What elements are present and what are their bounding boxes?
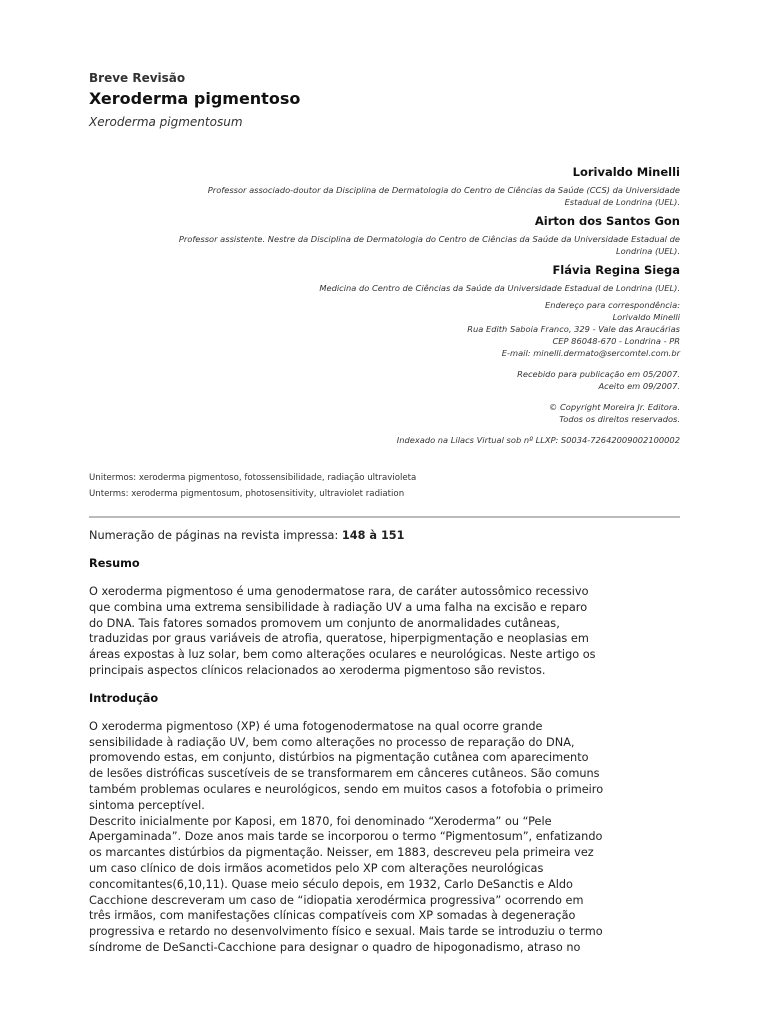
introduction-heading: Introdução <box>89 691 159 705</box>
history-line: síndrome de DeSancti-Cacchione para designar o quadro de hipogonadismo, atraso no <box>89 940 581 954</box>
intro-line: também problemas oculares e neurológicos, sendo em muitos casos a fotofobia o primeiro <box>89 782 604 796</box>
history-line: os marcantes distúrbios da pigmentação. Neisser, em 1883, descreveu pela primeira vez <box>89 846 594 860</box>
received-date: Recebido para publicação em 05/2007. <box>517 369 680 379</box>
author-name: Airton dos Santos Gon <box>534 214 680 228</box>
abstract-line: principais aspectos clínicos relacionados ao xeroderma pigmentoso são revistos. <box>89 663 546 677</box>
article-title: Xeroderma pigmentoso <box>89 89 301 108</box>
dates-block <box>89 368 680 392</box>
abstract-line: áreas expostas à luz solar, bem como alterações oculares e neurológicas. Neste artigo os <box>89 648 596 662</box>
copyright-line: © Copyright Moreira Jr. Editora. <box>549 402 680 412</box>
author-affiliation <box>89 184 680 208</box>
print-pages-line <box>89 528 680 544</box>
affiliation-line: Professor assistente. Nestre da Disciplina de Dermatologia do Centro de Ciências da Saúde da Universidade Estadual de <box>178 234 680 244</box>
abstract-heading: Resumo <box>89 557 140 570</box>
intro-line: promovendo estas, em conjunto, distúrbios na pigmentação cutânea com aparecimento <box>89 751 589 765</box>
copyright-line: Todos os direitos reservados. <box>559 414 680 424</box>
affiliation-line: Londrina (UEL). <box>616 246 680 256</box>
affiliation-line: Estadual de Londrina (UEL). <box>564 197 680 207</box>
correspondence-line: Rua Edith Saboia Franco, 329 - Vale das Araucárias <box>467 324 680 334</box>
introduction-paragraph <box>89 719 680 814</box>
section-label: Breve Revisão <box>89 71 186 85</box>
history-paragraph <box>89 814 680 956</box>
history-line: Apergaminada”. Doze anos mais tarde se incorporou o termo “Pigmentosum”, enfatizando <box>89 830 603 844</box>
history-line: progressiva e retardo no desenvolvimento físico e sexual. Mais tarde se introduziu o termo <box>89 925 603 939</box>
correspondence-email: E-mail: minelli.dermato@sercomtel.com.br <box>501 348 680 358</box>
abstract-line: O xeroderma pigmentoso é uma genodermatose rara, de caráter autossômico recessivo <box>89 585 589 598</box>
print-pages-value: 148 à 151 <box>341 529 405 542</box>
correspondence-line: Endereço para correspondência: <box>544 300 680 310</box>
accepted-date: Aceito em 09/2007. <box>598 381 680 391</box>
divider <box>89 516 680 518</box>
history-line: três irmãos, com manifestações clínicas compatíveis com XP somadas à degeneração <box>89 909 576 923</box>
correspondence-line: CEP 86048-670 - Londrina - PR <box>552 336 680 346</box>
author-name: Flávia Regina Siega <box>552 263 680 277</box>
intro-line: O xeroderma pigmentoso (XP) é uma fotogenodermatose na qual ocorre grande <box>89 719 543 733</box>
author-name: Lorivaldo Minelli <box>572 165 680 179</box>
article-page <box>89 70 680 956</box>
print-pages-label: Numeração de páginas na revista impressa: <box>89 529 339 542</box>
article-subtitle-english: Xeroderma pigmentosum <box>89 115 243 129</box>
history-line: Descrito inicialmente por Kaposi, em 1870, foi denominado “Xeroderma” ou “Pele <box>89 814 552 828</box>
author-affiliation <box>89 233 680 257</box>
intro-line: sensibilidade à radiação UV, bem como alterações no processo de reparação do DNA, <box>89 735 575 749</box>
abstract-line: traduzidas por graus variáveis de atrofia, queratose, hiperpigmentação e neoplasias em <box>89 632 589 646</box>
correspondence-block <box>89 299 680 359</box>
abstract-line: do DNA. Tais fatores somados promovem um conjunto de anormalidades cutâneas, <box>89 616 560 630</box>
keywords-block <box>89 470 680 502</box>
indexing-line: Indexado na Lilacs Virtual sob nº LLXP: S0034-72642009002100002 <box>396 435 680 445</box>
authors-block <box>89 164 680 446</box>
abstract-line: que combina uma extrema sensibilidade à radiação UV a uma falha na excisão e reparo <box>89 600 588 614</box>
history-line: concomitantes(6,10,11). Quase meio século depois, em 1932, Carlo DeSanctis e Aldo <box>89 877 573 891</box>
affiliation-line: Professor associado-doutor da Disciplina de Dermatologia do Centro de Ciências da Saúde (CCS) da Universidade <box>207 185 680 195</box>
keywords-portuguese: Unitermos: xeroderma pigmentoso, fotossensibilidade, radiação ultravioleta <box>89 473 417 483</box>
keywords-english: Unterms: xeroderma pigmentosum, photosensitivity, ultraviolet radiation <box>89 489 405 499</box>
author-affiliation <box>89 282 680 294</box>
affiliation-line: Medicina do Centro de Ciências da Saúde da Universidade Estadual de Londrina (UEL). <box>319 283 680 293</box>
history-line: Cacchione descreveram um caso de “idiopatia xerodérmica progressiva” ocorrendo em <box>89 893 584 907</box>
intro-line: de lesões distróficas suscetíveis de se transformarem em cânceres cutâneos. São comuns <box>89 767 600 781</box>
abstract-paragraph <box>89 584 680 679</box>
correspondence-line: Lorivaldo Minelli <box>612 312 680 322</box>
history-line: um caso clínico de dois irmãos acometidos pelo XP com alterações neurológicas <box>89 861 544 875</box>
intro-line: sintoma perceptível. <box>89 798 205 812</box>
copyright-block <box>89 401 680 425</box>
